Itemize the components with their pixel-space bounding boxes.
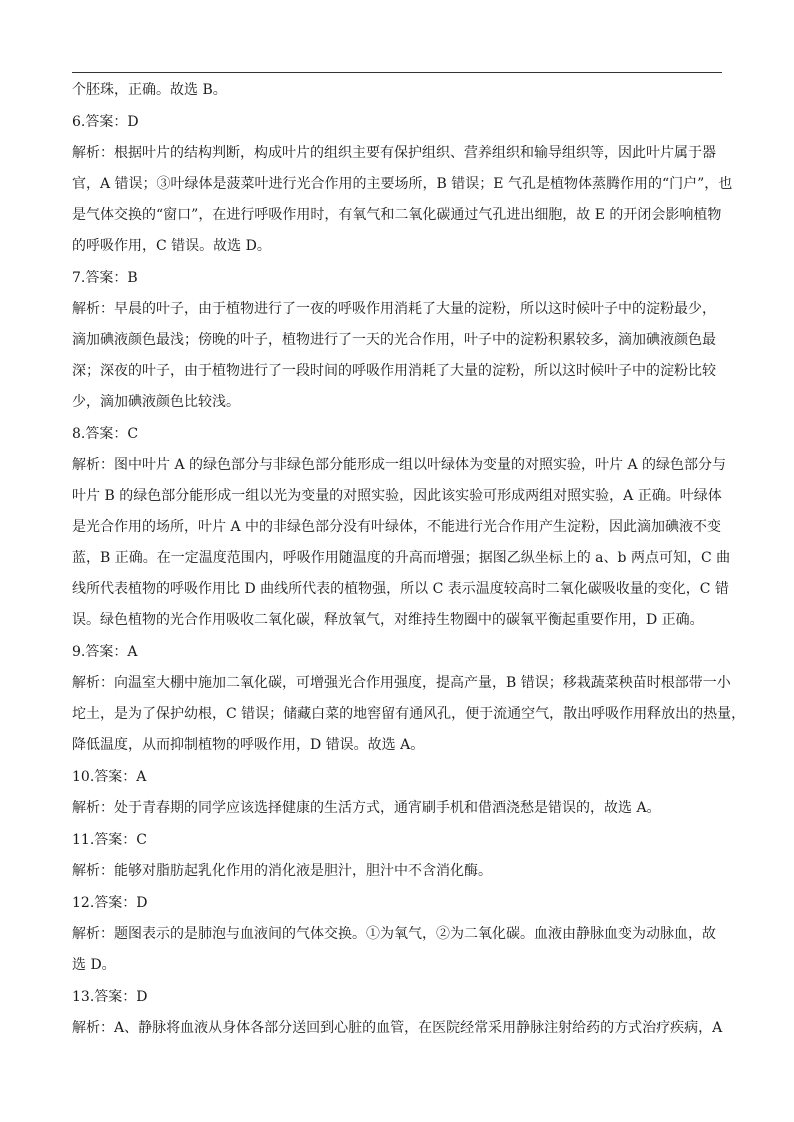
analysis-line: 滴加碘液颜色最浅；傍晚的叶子，植物进行了一天的光合作用，叶子中的淀粉积累较多，滴加碘液颜色最 (72, 332, 716, 348)
analysis-line: 解析：A、静脉将血液从身体各部分送回到心脏的血管，在医院经常采用静脉注射给药的方式治疗疾病，A (72, 1020, 723, 1036)
answer-label: 11.答案：C (72, 832, 147, 848)
analysis-line: 解析：图中叶片 A 的绿色部分与非绿色部分能形成一组以叶绿体为变量的对照实验，叶片 A 的绿色部分与 (72, 457, 727, 473)
analysis-text (72, 671, 746, 758)
analysis-line: 少，滴加碘液颜色比较浅。 (72, 394, 240, 410)
analysis-text (72, 297, 724, 415)
answer-label: 7.答案：B (72, 270, 138, 286)
answer-item (72, 422, 731, 633)
analysis-line: 解析：早晨的叶子，由于植物进行了一夜的呼吸作用消耗了大量的淀粉，所以这时候叶子中的淀粉最少， (72, 301, 716, 317)
analysis-line: 解析：处于青春期的同学应该选择健康的生活方式，通宵刷手机和借酒浇愁是错误的，故选 A。 (72, 800, 661, 816)
analysis-text (72, 453, 731, 633)
intro-line: 个胚珠，正确。故选 B。 (72, 82, 227, 98)
analysis-line: 解析：能够对脂肪起乳化作用的消化液是胆汁，胆汁中不含消化酶。 (72, 863, 492, 879)
analysis-line: 官，A 错误；③叶绿体是菠菜叶进行光合作用的主要场所，B 错误；E 气孔是植物体蒸腾作用的“门户”，也 (72, 176, 733, 192)
analysis-text (72, 796, 724, 821)
answer-item (72, 110, 733, 259)
answer-item (72, 985, 724, 1041)
answer-label: 6.答案：D (72, 114, 139, 130)
header-rule (72, 72, 722, 73)
intro-block (72, 78, 724, 103)
analysis-line: 选 D。 (72, 957, 116, 973)
analysis-line: 叶片 B 的绿色部分能形成一组以光为变量的对照实验，因此该实验可形成两组对照实验，A 正确。叶绿体 (72, 488, 722, 504)
analysis-line: 解析：题图表示的是肺泡与血液间的气体交换。①为氧气，②为二氧化碳。血液由静脉血变为动脉血，故 (72, 926, 716, 942)
analysis-text (72, 141, 733, 259)
answer-item (72, 266, 724, 415)
analysis-line: 是光合作用的场所，叶片 A 中的非绿色部分没有叶绿体，不能进行光合作用产生淀粉，因此滴加碘液不变 (72, 519, 722, 535)
answer-label: 8.答案：C (72, 426, 139, 442)
analysis-text (72, 859, 724, 884)
analysis-line: 解析：根据叶片的结构判断，构成叶片的组织主要有保护组织、营养组织和输导组织等，因此叶片属于器 (72, 145, 716, 161)
answer-label: 9.答案：A (72, 644, 138, 660)
analysis-line: 解析：向温室大棚中施加二氧化碳，可增强光合作用强度，提高产量，B 错误；移栽蔬菜秧苗时根部带一小 (72, 675, 731, 691)
answer-item (72, 640, 746, 758)
analysis-line: 是气体交换的“窗口”，在进行呼吸作用时，有氧气和二氧化碳通过气孔进出细胞，故 E 的开闭会影响植物 (72, 207, 722, 223)
answer-item (72, 765, 724, 821)
analysis-line: 深；深夜的叶子，由于植物进行了一段时间的呼吸作用消耗了大量的淀粉，所以这时候叶子中的淀粉比较 (72, 363, 716, 379)
answer-label: 12.答案：D (72, 895, 148, 911)
answer-items (72, 110, 746, 1041)
answer-content (72, 78, 746, 1041)
analysis-line: 的呼吸作用，C 错误。故选 D。 (72, 238, 271, 254)
analysis-line: 坨土，是为了保护幼根，C 错误；储藏白菜的地窖留有通风孔，便于流通空气，散出呼吸作用释放出的热量， (72, 706, 746, 722)
answer-label: 10.答案：A (72, 769, 147, 785)
answer-label: 13.答案：D (72, 989, 148, 1005)
analysis-line: 降低温度，从而抑制植物的呼吸作用，D 错误。故选 A。 (72, 737, 425, 753)
analysis-line: 蓝，B 正确。在一定温度范围内，呼吸作用随温度的升高而增强；据图乙纵坐标上的 a、b 两点可知，C 曲 (72, 550, 731, 566)
answer-item (72, 891, 724, 978)
analysis-text (72, 922, 724, 978)
analysis-line: 误。绿色植物的光合作用吸收二氧化碳，释放氧气，对维持生物圈中的碳氧平衡起重要作用，D 正确。 (72, 612, 704, 628)
analysis-line: 线所代表植物的呼吸作用比 D 曲线所代表的植物强，所以 C 表示温度较高时二氧化碳吸收量的变化，C 错 (72, 581, 729, 597)
answer-item (72, 828, 724, 884)
analysis-text (72, 1016, 724, 1041)
